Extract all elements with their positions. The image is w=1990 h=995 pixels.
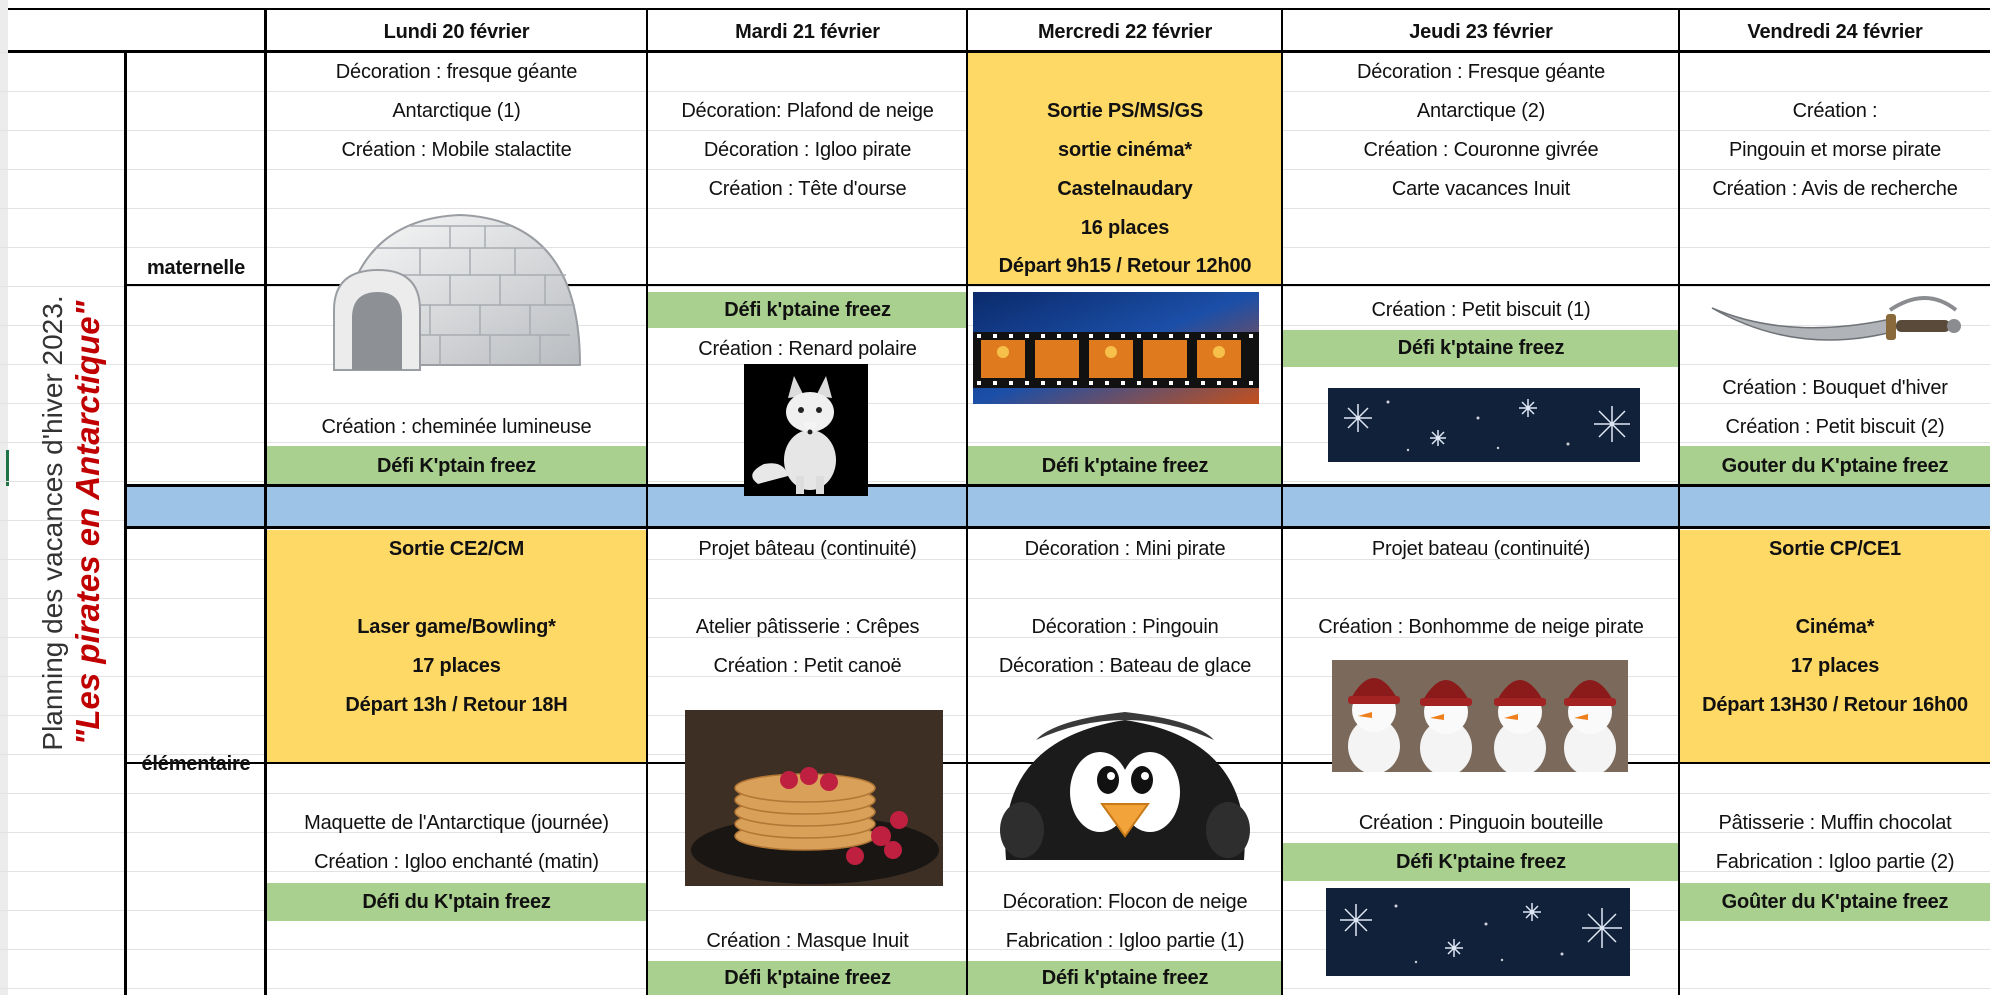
activity-cell: Antarctique (2) xyxy=(1416,99,1546,122)
activity-cell: sortie cinéma* xyxy=(1058,138,1192,161)
day-header-mardi: Mardi 21 février xyxy=(735,20,880,43)
activity-cell: Gouter du K'ptaine freez xyxy=(1721,454,1949,477)
activity-cell: Goûter du K'ptaine freez xyxy=(1721,890,1949,913)
planning-title-line2: "Les pirates en Antarctique" xyxy=(69,300,106,746)
activity-cell: Création : Avis de recherche xyxy=(1712,177,1958,200)
activity-cell: Départ 13h / Retour 18H xyxy=(345,693,568,716)
pancakes-image xyxy=(685,710,943,886)
activity-cell: Création : Pinguoin bouteille xyxy=(1358,811,1604,834)
day-header-lundi: Lundi 20 février xyxy=(383,20,530,43)
activity-cell: Décoration : Fresque géante xyxy=(1356,60,1606,83)
activity-cell: Projet bâteau (continuité) xyxy=(698,537,917,560)
activity-cell: Défi k'ptaine freez xyxy=(724,298,891,321)
day-header-vendredi: Vendredi 24 février xyxy=(1747,20,1923,43)
activity-cell: Création : Tête d'ourse xyxy=(708,177,907,200)
activity-cell: Création : Petit canoë xyxy=(713,654,902,677)
activity-cell: Pâtisserie : Muffin chocolat xyxy=(1718,811,1952,834)
activity-cell: Défi k'ptaine freez xyxy=(1397,337,1565,359)
igloo-image xyxy=(320,180,600,380)
activity-cell: 17 places xyxy=(412,654,501,677)
gridline xyxy=(0,286,1990,287)
activity-cell: Défi K'ptaine freez xyxy=(1396,850,1566,873)
activity-cell: Cinéma* xyxy=(1795,615,1875,638)
arctic-fox-image xyxy=(744,364,868,496)
activity-cell: Départ 9h15 / Retour 12h00 xyxy=(998,254,1252,277)
activity-cell: Défi k'ptaine freez xyxy=(1041,454,1209,477)
planning-title-line1: Planning des vacances d'hiver 2023. xyxy=(37,295,68,751)
separator-band xyxy=(126,486,1990,527)
activity-cell: Défi K'ptain freez xyxy=(377,454,536,477)
activity-cell: Défi k'ptaine freez xyxy=(1041,966,1209,989)
group-label-elementaire: élémentaire xyxy=(141,752,251,775)
activity-cell: Sortie CE2/CM xyxy=(388,537,525,560)
border-col-title xyxy=(124,52,127,995)
activity-cell: Fabrication : Igloo partie (2) xyxy=(1715,850,1955,873)
activity-cell: Décoration: Plafond de neige xyxy=(681,99,934,122)
activity-cell: Création : Igloo enchanté (matin) xyxy=(314,850,599,873)
activity-cell: Création : Bonhomme de neige pirate xyxy=(1318,615,1644,638)
activity-cell: Défi k'ptaine freez xyxy=(724,966,891,989)
activity-cell: Sortie CP/CE1 xyxy=(1769,537,1901,560)
activity-cell: Pingouin et morse pirate xyxy=(1729,138,1941,161)
activity-cell: Décoration : Mini pirate xyxy=(1024,537,1226,560)
row-header-strip xyxy=(0,0,8,995)
border-top xyxy=(8,8,1990,10)
activity-cell: Fabrication : Igloo partie (1) xyxy=(1005,929,1245,952)
pirate-sword-image xyxy=(1706,280,1986,360)
activity-cell: Projet bateau (continuité) xyxy=(1371,537,1591,560)
activity-cell: Création : Renard polaire xyxy=(698,337,917,360)
activity-cell: 16 places xyxy=(1080,216,1170,239)
activity-cell: Création : Petit biscuit (1) xyxy=(1371,298,1591,321)
activity-cell: Création : cheminée lumineuse xyxy=(321,415,592,438)
day-header-mercredi: Mercredi 22 février xyxy=(1037,20,1213,43)
activity-cell: Création : Masque Inuit xyxy=(706,929,909,952)
film-strip-image xyxy=(973,292,1259,404)
activity-cell: Atelier pâtisserie : Crêpes xyxy=(695,615,920,638)
activity-cell: Création : Couronne givrée xyxy=(1363,138,1599,161)
activity-cell: Carte vacances Inuit xyxy=(1391,177,1571,200)
activity-cell: Création : Petit biscuit (2) xyxy=(1725,415,1945,438)
penguin-image xyxy=(996,700,1254,860)
snowflakes-image xyxy=(1328,388,1640,462)
activity-cell: Laser game/Bowling* xyxy=(357,615,556,638)
snowmen-image xyxy=(1332,660,1628,772)
group-label-maternelle: maternelle xyxy=(146,256,246,279)
activity-cell: Sortie PS/MS/GS xyxy=(1047,99,1203,122)
activity-cell: Antarctique (1) xyxy=(392,99,521,122)
activity-cell: Décoration: Flocon de neige xyxy=(1002,890,1248,913)
activity-cell: Maquette de l'Antarctique (journée) xyxy=(304,811,609,834)
snowflakes-image-2 xyxy=(1326,888,1630,976)
activity-cell: Castelnaudary xyxy=(1057,177,1193,200)
activity-cell: Décoration : Pingouin xyxy=(1031,615,1219,638)
planning-title xyxy=(20,52,124,995)
activity-cell: Création : xyxy=(1792,99,1878,122)
activity-cell: 17 places xyxy=(1790,654,1880,677)
activity-cell: Décoration : Bateau de glace xyxy=(998,654,1252,677)
activity-cell: Décoration : Igloo pirate xyxy=(703,138,912,161)
activity-cell: Défi du K'ptain freez xyxy=(362,890,551,913)
activity-cell: Décoration : fresque géante xyxy=(335,60,578,83)
gridline xyxy=(0,793,1990,794)
activity-cell: Départ 13H30 / Retour 16h00 xyxy=(1702,693,1968,716)
activity-cell: Création : Mobile stalactite xyxy=(341,138,572,161)
border-band-bottom xyxy=(126,526,1990,529)
day-header-jeudi: Jeudi 23 février xyxy=(1409,20,1553,43)
activity-cell: Création : Bouquet d'hiver xyxy=(1722,376,1948,399)
